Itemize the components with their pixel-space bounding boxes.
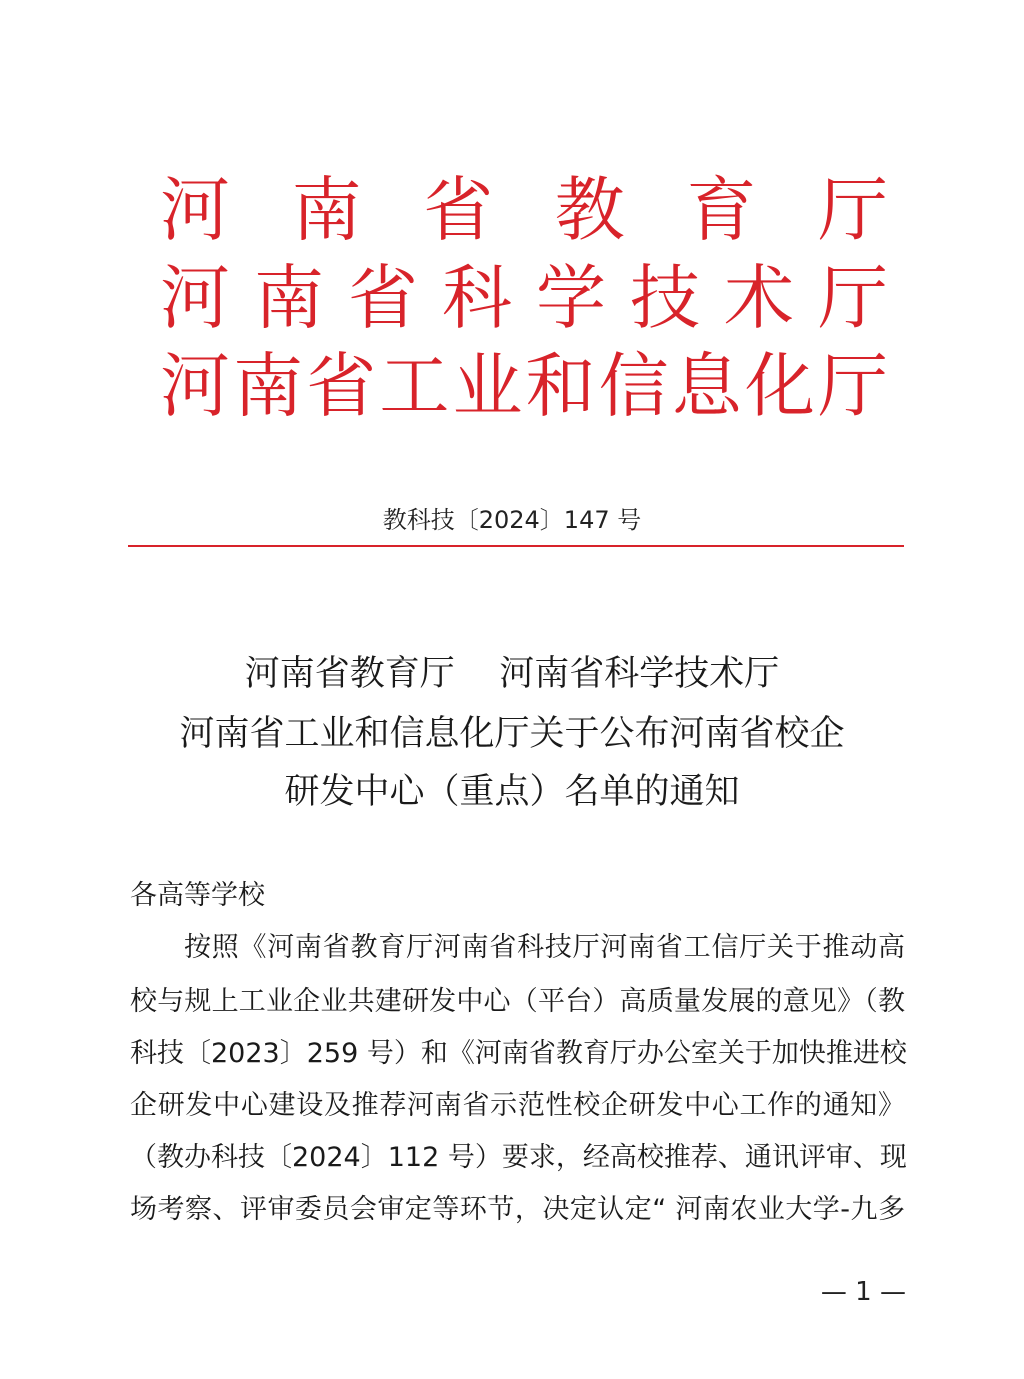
letterhead-char: 厅 <box>817 345 888 427</box>
letterhead-char: 河 <box>160 345 230 427</box>
letterhead-line-education-dept <box>160 168 888 252</box>
salutation: 各高等学校 <box>130 880 265 911</box>
letterhead-char: 省 <box>306 345 377 427</box>
letterhead-char: 育 <box>686 169 757 251</box>
letterhead-char: 省 <box>348 257 418 339</box>
notice-title-line-1: 河南省教育厅 河南省科学技术厅 <box>244 654 780 694</box>
letterhead-char: 南 <box>233 345 304 427</box>
letterhead-char: 南 <box>254 257 324 339</box>
letterhead-char: 技 <box>630 257 700 339</box>
letterhead-line-industry-dept <box>160 344 888 428</box>
body-text-line: 科技〔2023〕259 号）和《河南省教育厅办公室关于加快推进校 <box>130 1038 907 1069</box>
letterhead-char: 业 <box>452 345 523 427</box>
letterhead-char: 息 <box>671 345 742 427</box>
letterhead-char: 省 <box>423 169 494 251</box>
letterhead-char: 和 <box>525 345 596 427</box>
letterhead-char: 河 <box>160 169 230 251</box>
letterhead-char: 化 <box>744 345 815 427</box>
body-text-line: 校与规上工业企业共建研发中心（平台）高质量发展的意见》（教 <box>130 986 905 1017</box>
letterhead-char: 厅 <box>817 169 888 251</box>
body-text-line: 场考察、评审委员会审定等环节，决定认定“ 河南农业大学-九多 <box>130 1194 905 1225</box>
body-text-line: 企研发中心建设及推荐河南省示范性校企研发中心工作的通知》 <box>130 1090 905 1121</box>
document-number: 教科技〔2024〕147 号 <box>382 506 642 534</box>
body-text-line: 按照《河南省教育厅河南省科技厅河南省工信厅关于推动高 <box>184 932 905 963</box>
letterhead-char: 科 <box>442 257 512 339</box>
letterhead-char: 厅 <box>818 257 888 339</box>
letterhead-char: 信 <box>598 345 669 427</box>
page-number: — 1 — <box>820 1277 906 1307</box>
letterhead-char: 学 <box>536 257 606 339</box>
red-divider-rule <box>128 545 904 547</box>
letterhead-char: 术 <box>724 257 794 339</box>
body-text-line: （教办科技〔2024〕112 号）要求，经高校推荐、通讯评审、现 <box>130 1142 907 1173</box>
letterhead-char: 教 <box>554 169 625 251</box>
letterhead-char: 河 <box>160 257 230 339</box>
letterhead-char: 工 <box>379 345 450 427</box>
notice-title-line-3: 研发中心（重点）名单的通知 <box>284 772 740 812</box>
letterhead-line-science-dept <box>160 256 888 340</box>
letterhead-char: 南 <box>291 169 362 251</box>
notice-title-line-2: 河南省工业和信息化厅关于公布河南省校企 <box>179 714 845 754</box>
